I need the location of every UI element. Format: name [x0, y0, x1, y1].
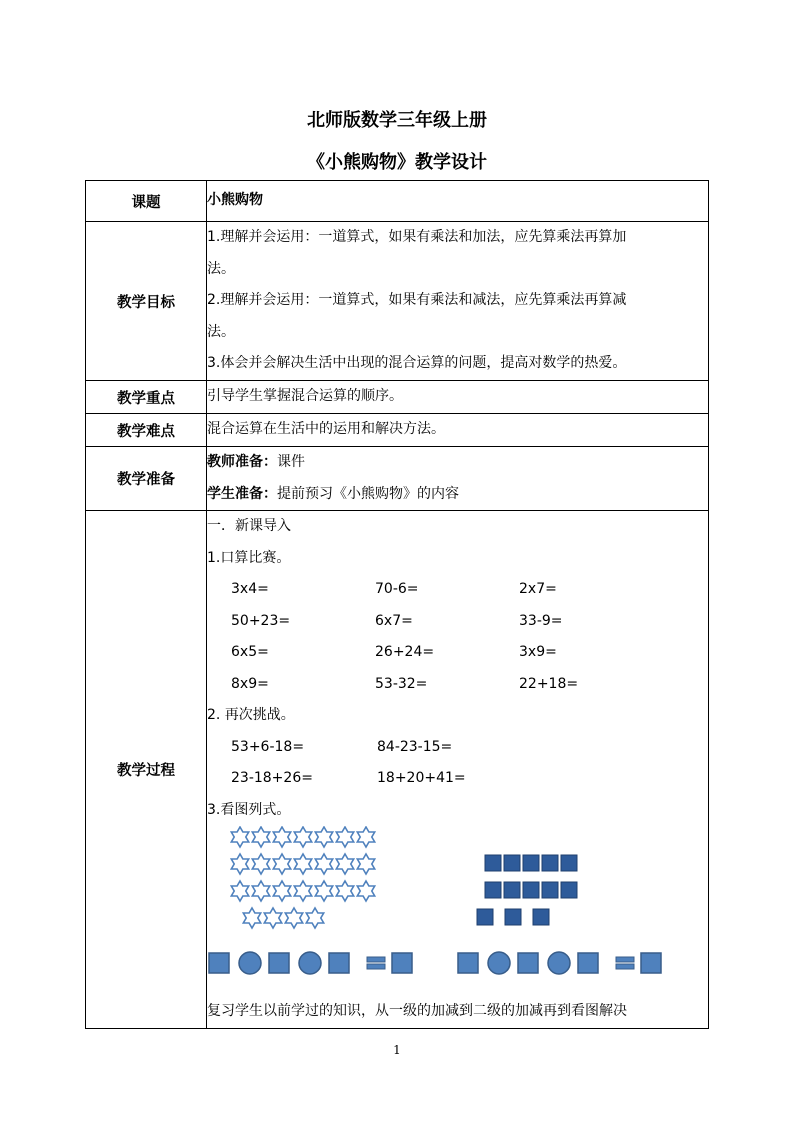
circle-box-icon	[299, 952, 321, 974]
difficult-value: 混合运算在生活中的运用和解决方法。	[207, 414, 709, 447]
square-box-icon	[458, 953, 478, 973]
oral-problem: 3x9=	[519, 644, 557, 660]
oral-problem: 22+18=	[519, 675, 579, 692]
topic-value: 小熊购物	[207, 181, 709, 222]
block-icon	[477, 909, 493, 925]
oral-problem: 53-32=	[375, 675, 428, 692]
goals-content	[207, 222, 709, 381]
item-picture-heading: 3.看图列式。	[207, 801, 291, 818]
square-box-icon	[641, 953, 661, 973]
row-goals	[86, 222, 709, 381]
block-icon	[523, 855, 539, 871]
block-icon	[533, 909, 549, 925]
star-icon	[315, 881, 332, 901]
block-icon	[561, 855, 577, 871]
goal-line: 法。	[207, 323, 235, 340]
goals-label: 教学目标	[86, 222, 207, 381]
oral-problem: 6x5=	[231, 644, 269, 660]
block-icon	[523, 882, 539, 898]
key-label: 教学重点	[86, 381, 207, 414]
star-icon	[294, 854, 311, 874]
challenge-problem: 18+20+41=	[377, 770, 466, 786]
block-icon	[504, 882, 520, 898]
key-value: 引导学生掌握混合运算的顺序。	[207, 381, 709, 414]
goal-line: 法。	[207, 260, 235, 277]
circle-box-icon	[548, 952, 570, 974]
process-content	[207, 511, 709, 1029]
document-title: 北师版数学三年级上册	[307, 110, 487, 131]
oral-problem: 70-6=	[375, 581, 419, 597]
oral-problem: 3x4=	[231, 581, 269, 597]
star-icon	[231, 881, 248, 901]
block-icon	[485, 855, 501, 871]
star-icon	[273, 827, 290, 847]
prep-content	[207, 447, 709, 511]
oral-problem: 50+23=	[231, 612, 291, 629]
oral-problem: 33-9=	[519, 612, 563, 629]
equals-bar-icon	[616, 957, 634, 962]
student-prep-label: 学生准备：	[207, 485, 277, 502]
star-icon	[264, 908, 281, 928]
star-icon	[252, 827, 269, 847]
row-key	[86, 381, 709, 414]
picture-problem-svg	[207, 826, 707, 996]
star-icon	[285, 908, 302, 928]
picture-problem-figure	[207, 826, 708, 996]
star-icon	[294, 881, 311, 901]
star-icon	[273, 881, 290, 901]
challenge-problem: 84-23-15=	[377, 738, 453, 755]
goal-line: 2.理解并会运用：一道算式，如果有乘法和减法，应先算乘法再算减	[207, 292, 627, 309]
row-prep	[86, 447, 709, 511]
star-icon	[357, 854, 374, 874]
star-icon	[231, 854, 248, 874]
star-icon	[357, 827, 374, 847]
page-number: 1	[393, 1043, 401, 1057]
block-icon	[504, 855, 520, 871]
star-icon	[243, 908, 260, 928]
item-oral-heading: 1.口算比赛。	[207, 549, 291, 566]
oral-problem: 26+24=	[375, 644, 435, 660]
circle-box-icon	[239, 952, 261, 974]
challenge-grid	[207, 732, 708, 795]
square-box-icon	[269, 953, 289, 973]
lesson-plan-table	[85, 180, 709, 1029]
square-box-icon	[209, 953, 229, 973]
topic-label: 课题	[86, 181, 207, 222]
square-box-icon	[518, 953, 538, 973]
oral-problem: 8x9=	[231, 675, 269, 692]
star-icon	[252, 854, 269, 874]
teacher-prep-value: 课件	[277, 454, 305, 470]
goal-line: 3.体会并会解决生活中出现的混合运算的问题，提高对数学的热爱。	[207, 355, 627, 372]
square-box-icon	[578, 953, 598, 973]
block-icon	[561, 882, 577, 898]
prep-label: 教学准备	[86, 447, 207, 511]
star-icon	[336, 854, 353, 874]
square-box-icon	[329, 953, 349, 973]
equals-bar-icon	[616, 964, 634, 969]
star-icon	[294, 827, 311, 847]
row-difficult	[86, 414, 709, 447]
square-box-icon	[392, 953, 412, 973]
star-icon	[336, 827, 353, 847]
challenge-problem: 23-18+26=	[231, 770, 313, 786]
block-icon	[505, 909, 521, 925]
block-icon	[485, 882, 501, 898]
star-icon	[336, 881, 353, 901]
teacher-prep-label: 教师准备：	[207, 454, 277, 470]
student-prep-value: 提前预习《小熊购物》的内容	[277, 485, 459, 502]
summary-text: 复习学生以前学过的知识，从一级的加减到二级的加减再到看图解决	[207, 1003, 627, 1019]
oral-calculation-grid	[207, 574, 708, 700]
row-process	[86, 511, 709, 1029]
star-icon	[315, 854, 332, 874]
star-icon	[315, 827, 332, 847]
oral-problem: 6x7=	[375, 612, 413, 629]
equals-bar-icon	[367, 957, 385, 962]
star-icon	[357, 881, 374, 901]
challenge-problem: 53+6-18=	[231, 738, 305, 755]
star-icon	[252, 881, 269, 901]
section-heading: 一．新课导入	[207, 518, 291, 534]
item-challenge-heading: 2. 再次挑战。	[207, 707, 295, 723]
block-icon	[542, 855, 558, 871]
row-topic	[86, 181, 709, 222]
process-label: 教学过程	[86, 511, 207, 1029]
star-icon	[231, 827, 248, 847]
equals-bar-icon	[367, 964, 385, 969]
star-icon	[306, 908, 323, 928]
star-icon	[273, 854, 290, 874]
block-icon	[542, 882, 558, 898]
document-subtitle: 《小熊购物》教学设计	[307, 152, 487, 173]
difficult-label: 教学难点	[86, 414, 207, 447]
oral-problem: 2x7=	[519, 581, 557, 597]
circle-box-icon	[488, 952, 510, 974]
goal-line: 1.理解并会运用：一道算式，如果有乘法和加法，应先算乘法再算加	[207, 229, 627, 246]
